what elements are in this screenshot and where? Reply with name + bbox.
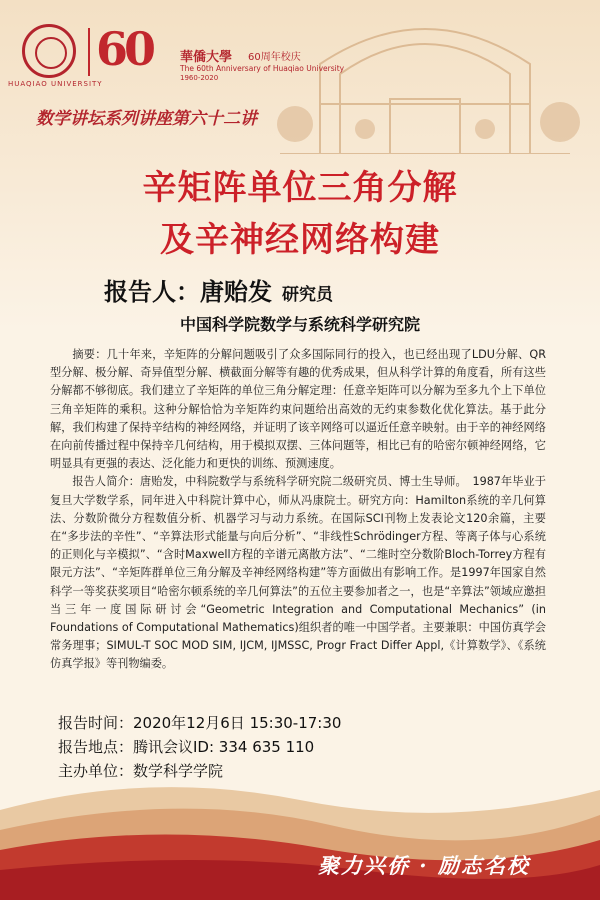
anniversary-en: The 60th Anniversary of Huaqiao University — [180, 64, 345, 73]
event-location: 报告地点：腾讯会议ID: 334 635 110 — [58, 738, 315, 756]
title-line-2: 及辛神经网络构建 — [160, 220, 440, 260]
bio-paragraph: 报告人简介：唐贻发，中科院数学与系统科学研究院二级研究员、博士生导师。 1987年毕业于复旦大学数学系，同年进入中科院计算中心，师从冯康院士。研究方向：Hamilton系统的辛几何算法、分数阶微分方程数值分析、机器学习与动力系统。在国际SCI刊物上发表论文120余篇，主要在“多步法的辛性”、“辛算法形式能量与向后分析”、“非线性Schrödinger方程、等离子体与心系统的正则化与辛模拟”、“含时Maxwell方程的辛谱元离散方法”、“二维时空分数阶Bloch-Torrey方程有限元方法”、“辛矩阵群单位三角分解及辛神经网络构建”等方面做出有影响工作。是1997年国家自然科学一等奖获奖项目“哈密尔顿系统的辛几何算法”的五位主要参加者之一，也是“辛算法”领域应邀担当三年一度国际研讨会“Geometric Integration and Computational Mechanics” (in Foundations of Computational Mathematics)组织者的唯一中国学者。主要兼职：中国仿真学会常务理事；SIMUL-T SOC MOD SIM, IJCM, IJMSSC, Progr Fract Differ Appl,《计算数学》、《系统仿真学报》等刊物编委。 — [50, 475, 546, 671]
speaker — [104, 272, 333, 307]
speaker-title: 研究员 — [282, 285, 333, 305]
speaker-name: 报告人：唐贻发 — [104, 278, 272, 306]
header — [0, 0, 600, 100]
event-host: 主办单位：数学科学学院 — [58, 762, 224, 780]
footer-waves — [0, 770, 600, 900]
university-seal-icon — [22, 24, 76, 78]
body-text — [50, 346, 546, 674]
event-time: 报告时间：2020年12月6日 15:30-17:30 — [58, 714, 342, 732]
university-name: 華僑大學 — [180, 50, 233, 65]
seal-inner-ring — [35, 37, 67, 69]
anniversary-years: 1960-2020 — [180, 74, 219, 82]
seal-text: HUAQIAO UNIVERSITY — [8, 80, 103, 88]
title-line-1: 辛矩阵单位三角分解 — [142, 168, 458, 208]
abstract-paragraph: 摘要：几十年来，辛矩阵的分解问题吸引了众多国际同行的投入，也已经出现了LDU分解、QR型分解、极分解、奇异值型分解、横截面分解等有趣的优秀成果，但从科学计算的角度看，所有这些分解都不够彻底。我们建立了辛矩阵的单位三角分解定理：任意辛矩阵可以分解为至多九个上下单位三角辛矩阵的乘积。这种分解恰恰为辛矩阵约束问题给出高效的无约束参数化优化算法。基于此分解，我们构建了保持辛结构的神经网络，并证明了该辛网络可以逼近任意辛映射。由于辛的神经网络在向前传播过程中保持辛几何结构，用于模拟双摆、三体问题等，相比已有的哈密尔顿神经网络，它明显具有更强的表达、泛化能力和更快的训练、预测速度。 — [50, 348, 546, 471]
lecture-series: 数学讲坛系列讲座第六十二讲 — [36, 109, 257, 129]
anniversary-logo: 60 — [96, 22, 153, 76]
anniversary-cn: 60周年校庆 — [248, 52, 301, 63]
slogan: 聚力兴侨 · 励志名校 — [318, 853, 530, 878]
speaker-institute: 中国科学院数学与系统科学研究院 — [179, 315, 420, 334]
logo-divider — [88, 28, 90, 76]
